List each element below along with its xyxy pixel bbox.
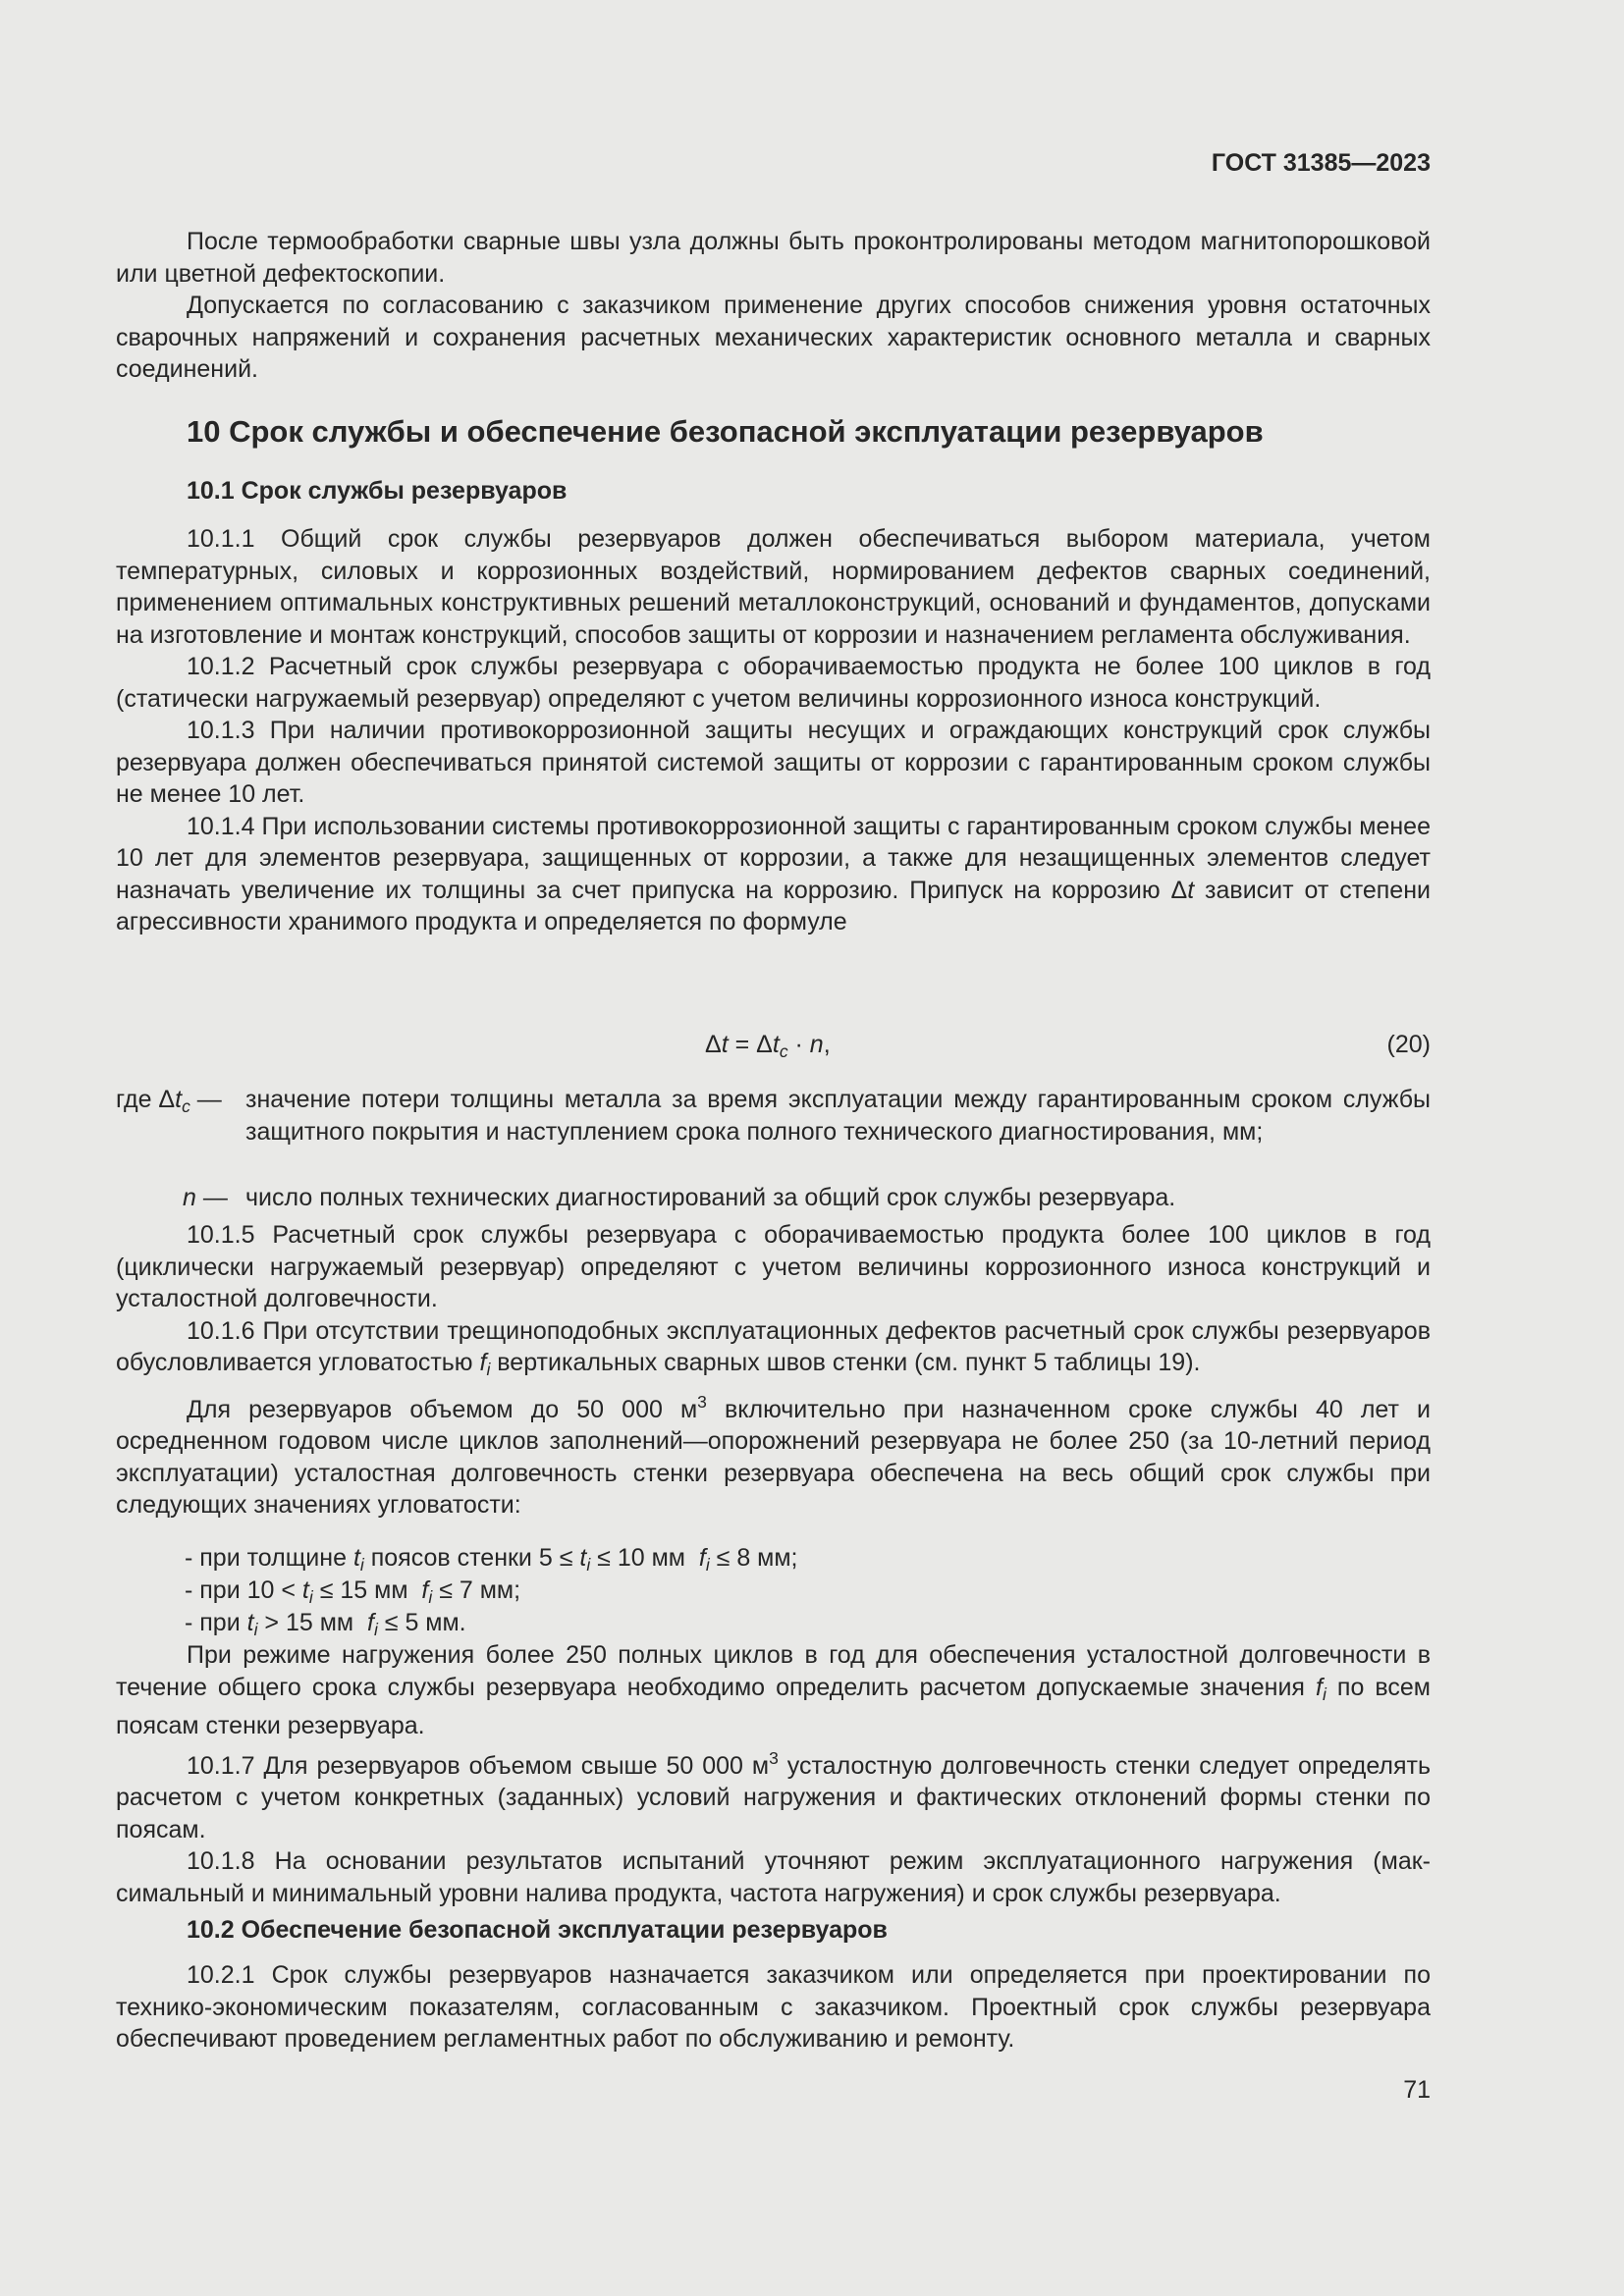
section-body-2 (116, 1219, 1431, 1522)
subsection-heading: 10.2 Обеспечение безопасной эксплуатации резервуаров (187, 1916, 888, 1944)
paragraph: 10.1.6 При отсутствии трещиноподобных эксплуатационных дефектов расчетный срок службы резервуаров обусловливается угловатостью $f_i$ вертикальных сварных швов стенки (см. пункт 5 таблицы 19). (116, 1316, 1431, 1379)
paragraph: 10.1.5 Расчетный срок службы резервуара с оборачиваемостью продукта более 100 циклов в год (циклически нагружаемый резервуар) определяют с учетом величины коррозионного износа конструкций и усталостной долговечности. (116, 1221, 1431, 1312)
legend-definition: значение потери толщины металла за время эксплуатации между гарантированным сроком службы защитного покрытия и наступлением срока полного технического диагностирования, мм; (245, 1086, 1431, 1146)
paragraph: Допускается по согласованию с заказчиком применение других способов снижения уровня остаточных сварочных напряжений и сохранения расчетных механических характеристик основного металла и сварных соединений. (116, 292, 1431, 383)
subsection-10-1 (116, 475, 1431, 507)
paragraph: При режиме нагружения более 250 полных циклов в год для обеспечения усталостной долговечности в течение общего срока службы резервуара необходимо определить расчетом допускаемые значения $f_i$ по всем поясам стенки резервуара. (116, 1641, 1431, 1739)
intro-paragraphs (116, 226, 1431, 386)
formula-expression: $\Delta t = \Delta t_c \cdot n$, (705, 1031, 831, 1061)
legend-definition: число полных технических диагностирований за общий срок службы резервуара. (245, 1184, 1176, 1211)
subsection-10-2 (116, 1914, 1431, 1947)
paragraph: 10.1.7 Для резервуаров объемом свыше 50 000 $м^3$ усталостную долговечность стенки следует определять расчетом с учетом конкретных (заданных) условий нагружения и фактических отклонений формы стенки по поясам. (116, 1747, 1431, 1843)
paragraph: 10.1.3 При наличии противокоррозионной защиты несущих и ограждающих конструкций срок службы резервуара должен обеспечиваться принятой системой защиты от коррозии с гарантированным сроком службы не менее 10 лет. (116, 717, 1431, 808)
section-heading: 10 Срок службы и обеспечение безопасной эксплуатации резервуаров (187, 414, 1264, 449)
paragraph: 10.1.1 Общий срок службы резервуаров должен обеспечиваться выбором материала, учетом температурных, силовых и коррозионных воздействий, нормированием дефектов сварных соединений, применением оптимальных конструктивных решений металлоконструкций, оснований и фундаментов, допусками на изготовление и монтаж конструкций, способов защиты от коррозии и назначением регламента обслуживания. (116, 525, 1431, 649)
formula-number: (20) (1386, 1031, 1431, 1058)
paragraph: 10.1.2 Расчетный срок службы резервуара с оборачиваемостью продукта не более 100 циклов в год (статически нагружаемый резервуар) определяют с учетом величины коррозионного износа конструкций. (116, 653, 1431, 713)
section-body-4 (116, 1959, 1431, 2056)
document-header: ГОСТ 31385—2023 (1211, 149, 1431, 177)
bullet-item: - при толщине $t_i$ поясов стенки $5 \le t_i \le 10$ мм $f_i \le 8$ мм; (185, 1544, 798, 1575)
formula-legend-2: n — число полных технических диагностирований за общий срок службы резервуара. (116, 1182, 1431, 1214)
subsection-heading: 10.1 Срок службы резервуаров (187, 477, 568, 505)
formula-legend-1: где $\Delta t_c$ — значение потери толщины металла за время эксплуатации между гарантированным сроком службы защитного покрытия и наступлением срока полного технического диагностирования, мм; (116, 1084, 1431, 1148)
paragraph: 10.1.4 При использовании системы противокоррозионной защиты с гарантированным сроком службы менее 10 лет для элементов резервуара, защищенных от коррозии, а также для незащищенных элементов следует назначать увеличение их толщины за счет припуска на коррозию. Припуск на коррозию Δt зависит от степени агрессивности хранимого продукта и определяется по формуле (116, 812, 1431, 935)
section-body-1 (116, 523, 1431, 938)
paragraph: После термообработки сварные швы узла должны быть проконтролированы методом магнитопорошковой или цветной дефектоскопии. (116, 228, 1431, 288)
paragraph: Для резервуаров объемом до 50 000 $м^3$ включительно при назначенном сроке службы 40 лет и осредненном годовом числе циклов заполнений—опорожнений резервуара не более 250 (за 10-летний период эксплуатации) усталостная долговечность стенки резервуара обеспечена на весь общий срок службы при следующих значениях угловатости: (116, 1391, 1431, 1519)
paragraph: 10.1.8 На основании результатов испытаний уточняют режим эксплуатационного нагружения (максимальный и минимальный уровни налива продукта, частота нагружения) и срок службы резервуара. (116, 1847, 1431, 1907)
bullet-item: - при $t_i > 15$ мм $f_i \le 5$ мм. (185, 1609, 466, 1639)
paragraph: 10.2.1 Срок службы резервуаров назначается заказчиком или определяется при проектировании по технико-экономическим показателям, согласованным с заказчиком. Проектный срок службы резервуара обеспечивают проведением регламентных работ по обслуживанию и ремонту. (116, 1961, 1431, 2053)
page-number: 71 (1403, 2076, 1431, 2104)
bullet-item: - при $10 < t_i \le 15$ мм $f_i \le 7$ мм; (185, 1576, 521, 1607)
section-body-3 (116, 1639, 1431, 1909)
